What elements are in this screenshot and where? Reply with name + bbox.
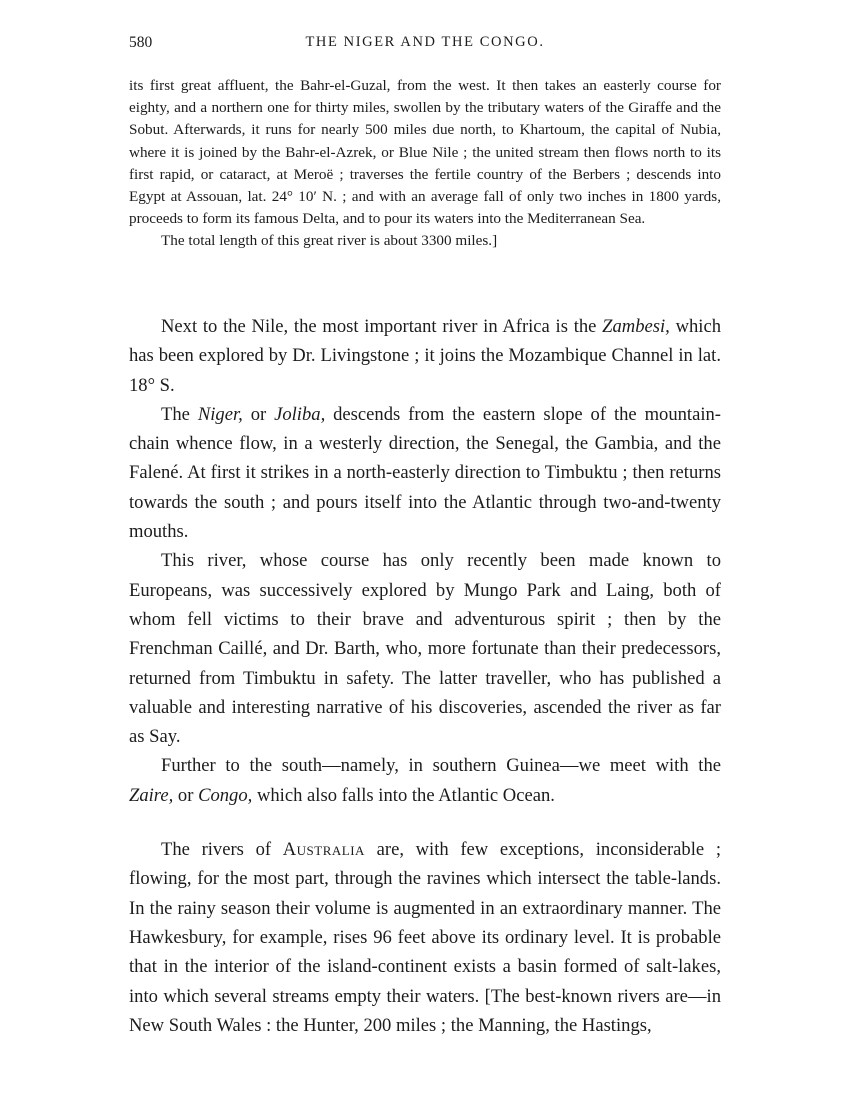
river-name-niger: Niger,: [197, 403, 243, 425]
region-name-australia: Australia: [282, 839, 365, 861]
paragraph-australia: The rivers of Australia are, with few exceptions, inconsiderable ; flowing, for the most part, through the ravines which intersect the table-lands. In the rainy season their volume is augmented in an extraordinary manner. The Hawkesbury, for example, rises 96 feet above its ordinary level. It is probable that in the interior of the island-continent exists a basin formed of salt-lakes, into which several streams empty their waters. [The best-known rivers are—in New South Wales : the Hunter, 200 miles ; the Manning, the Hastings,: [129, 839, 721, 1036]
note-paragraph-nile-course: its first great affluent, the Bahr-el-Guzal, from the west. It then takes an easterly course for eighty, and a northern one for thirty miles, swollen by the tributary waters of the Giraffe and the Sobut. Afterwards, it runs for nearly 500 miles due north, to Khartoum, the capital of Nubia, where it is joined by the Bahr-el-Azrek, or Blue Nile ; the united stream then flows north to its first rapid, or cataract, at Meroë ; traverses the fertile country of the Berbers ; descends into Egypt at Assouan, lat. 24° 10′ N. ; and with an average fall of only two inches in 1800 yards, proceeds to form its famous Delta, and to pour its waters into the Mediterranean Sea.: [129, 77, 721, 228]
page-number: 580: [129, 34, 153, 51]
paragraph-niger: The Niger, or Joliba, descends from the eastern slope of the mountain-chain whence flow, in a westerly direction, the Senegal, the Gambia, and the Falené. At first it strikes in a north-easterly direction to Timbuktu ; then returns towards the south ; and pours itself into the Atlantic through two-and-twenty mouths.: [129, 403, 721, 543]
page-header: [129, 34, 721, 58]
running-title: THE NIGER AND THE CONGO.: [305, 34, 545, 50]
main-text: [129, 312, 721, 1040]
note-paragraph-nile-length: The total length of this great river is about 3300 miles.]: [161, 232, 498, 250]
river-name-zambesi: Zambesi,: [602, 316, 670, 337]
river-name-joliba: Joliba,: [274, 403, 326, 425]
river-name-zaire: Zaire,: [129, 784, 174, 806]
paragraph-congo: Further to the south—namely, in southern Guinea—we meet with the Zaire, or Congo, which also falls into the Atlantic Ocean.: [129, 755, 721, 806]
bracketed-note: [129, 75, 721, 253]
paragraph-explorers: This river, whose course has only recently been made known to Europeans, was successively explored by Mungo Park and Laing, both of whom fell victims to their brave and adventurous spirit ; then by the Frenchman Caillé, and Dr. Barth, who, more fortunate than their predecessors, returned from Timbuktu in safety. The latter traveller, who has published a valuable and interesting narrative of his discoveries, ascended the river as far as Say.: [129, 550, 721, 748]
river-name-congo: Congo,: [198, 784, 253, 806]
paragraph-zambesi: Next to the Nile, the most important river in Africa is the Zambesi, which has been explored by Dr. Livingstone ; it joins the Mozambique Channel in lat. 18° S.: [129, 316, 722, 396]
